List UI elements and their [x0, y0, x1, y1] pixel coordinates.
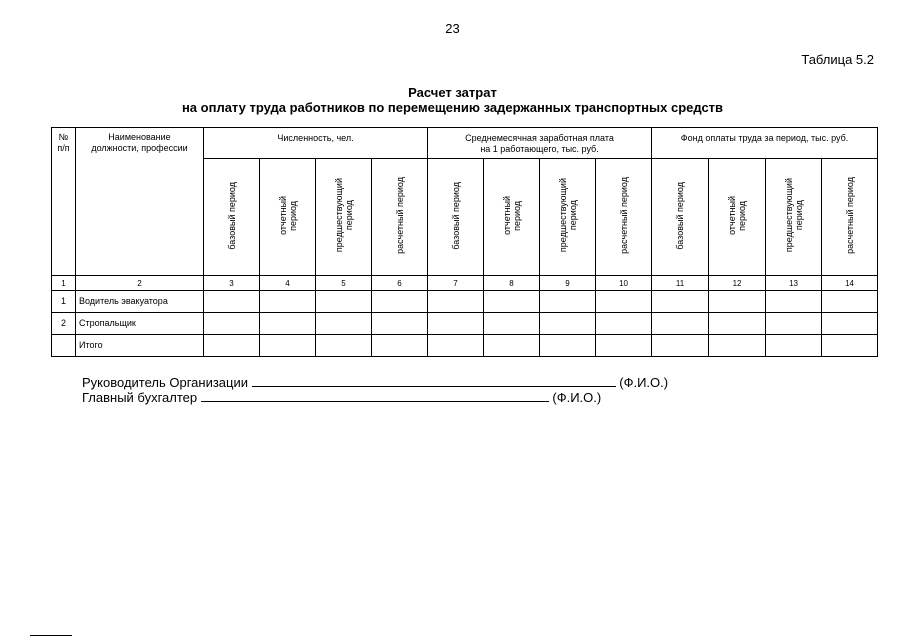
column-number: 13 [766, 276, 822, 291]
empty-cell[interactable] [484, 313, 540, 335]
signature-accountant-line[interactable] [201, 391, 549, 402]
empty-cell[interactable] [709, 313, 766, 335]
column-number: 9 [540, 276, 596, 291]
period-cell [822, 159, 878, 276]
empty-cell[interactable] [652, 335, 709, 357]
header-name: Наименование должности, профессии [76, 128, 204, 276]
empty-cell[interactable] [372, 291, 428, 313]
column-number: 12 [709, 276, 766, 291]
empty-cell[interactable] [540, 291, 596, 313]
empty-cell[interactable] [204, 313, 260, 335]
empty-cell[interactable] [428, 335, 484, 357]
column-number: 6 [372, 276, 428, 291]
column-number: 2 [76, 276, 204, 291]
empty-cell[interactable] [372, 335, 428, 357]
column-number: 7 [428, 276, 484, 291]
table-label: Таблица 5.2 [801, 52, 874, 67]
period-cell [260, 159, 316, 276]
empty-cell[interactable] [596, 291, 652, 313]
table-row-total [52, 335, 878, 357]
column-number: 11 [652, 276, 709, 291]
period-cell [428, 159, 484, 276]
empty-cell[interactable] [540, 335, 596, 357]
period-label: базовый период [226, 181, 237, 250]
period-cell [484, 159, 540, 276]
header-num: № п/п [52, 128, 76, 276]
period-cell [709, 159, 766, 276]
empty-cell[interactable] [766, 335, 822, 357]
empty-cell[interactable] [766, 291, 822, 313]
period-label: отчетный период [501, 196, 522, 235]
empty-cell[interactable] [316, 335, 372, 357]
empty-cell[interactable] [596, 335, 652, 357]
period-label: отчетный период [277, 196, 298, 235]
row-name: Стропальщик [76, 313, 204, 335]
scan-artifact-line [30, 635, 72, 636]
empty-cell[interactable] [540, 313, 596, 335]
title-line-2: на оплату труда работников по перемещению задержанных транспортных средств [181, 100, 724, 115]
empty-cell[interactable] [428, 291, 484, 313]
header-headcount: Численность, чел. [204, 128, 428, 159]
empty-cell[interactable] [372, 313, 428, 335]
signature-accountant [82, 390, 601, 405]
period-label: расчетный период [618, 177, 629, 254]
period-label: расчетный период [394, 177, 405, 254]
column-number: 5 [316, 276, 372, 291]
period-label: отчетный период [727, 196, 748, 235]
signature-accountant-label: Главный бухгалтер [82, 390, 198, 405]
period-cell [316, 159, 372, 276]
empty-cell[interactable] [260, 313, 316, 335]
empty-cell[interactable] [822, 313, 878, 335]
period-label: базовый период [675, 181, 686, 250]
empty-cell[interactable] [260, 291, 316, 313]
empty-cell[interactable] [484, 335, 540, 357]
empty-cell[interactable] [709, 335, 766, 357]
empty-cell[interactable] [652, 313, 709, 335]
empty-cell[interactable] [204, 335, 260, 357]
row-number: 1 [52, 291, 76, 313]
page-number: 23 [445, 21, 460, 36]
empty-cell[interactable] [260, 335, 316, 357]
empty-cell[interactable] [822, 291, 878, 313]
header-avg-salary: Среднемесячная заработная плата на 1 работающего, тыс. руб. [428, 128, 652, 159]
empty-cell[interactable] [316, 291, 372, 313]
period-cell [204, 159, 260, 276]
period-cell [596, 159, 652, 276]
table-row [52, 291, 878, 313]
period-label: предшествующий период [783, 178, 804, 253]
empty-cell[interactable] [652, 291, 709, 313]
empty-cell[interactable] [204, 291, 260, 313]
column-number: 8 [484, 276, 540, 291]
period-cell [766, 159, 822, 276]
period-label: предшествующий период [333, 178, 354, 253]
empty-cell[interactable] [766, 313, 822, 335]
document-title [0, 85, 905, 115]
row-number: 2 [52, 313, 76, 335]
column-number: 10 [596, 276, 652, 291]
empty-cell[interactable] [428, 313, 484, 335]
column-number: 3 [204, 276, 260, 291]
title-line-1: Расчет затрат [408, 85, 497, 100]
signature-head-line[interactable] [252, 376, 616, 387]
column-number: 14 [822, 276, 878, 291]
period-cell [652, 159, 709, 276]
empty-cell[interactable] [596, 313, 652, 335]
column-number: 1 [52, 276, 76, 291]
row-name: Водитель эвакуатора [76, 291, 204, 313]
column-number: 4 [260, 276, 316, 291]
empty-cell[interactable] [822, 335, 878, 357]
table-row [52, 313, 878, 335]
period-label: предшествующий период [557, 178, 578, 253]
period-cell [540, 159, 596, 276]
period-cell [372, 159, 428, 276]
labor-cost-table [51, 127, 878, 357]
period-label: расчетный период [844, 177, 855, 254]
header-row [52, 128, 878, 159]
column-number-row [52, 276, 878, 291]
period-label: базовый период [450, 181, 461, 250]
signature-head [82, 375, 668, 390]
empty-cell[interactable] [316, 313, 372, 335]
signature-head-label: Руководитель Организации [82, 375, 248, 390]
row-name: Итого [76, 335, 204, 357]
signature-head-fio: (Ф.И.О.) [619, 375, 669, 390]
signature-accountant-fio: (Ф.И.О.) [552, 390, 602, 405]
empty-cell[interactable] [709, 291, 766, 313]
header-payroll-fund: Фонд оплаты труда за период, тыс. руб. [652, 128, 878, 159]
row-number [52, 335, 76, 357]
empty-cell[interactable] [484, 291, 540, 313]
